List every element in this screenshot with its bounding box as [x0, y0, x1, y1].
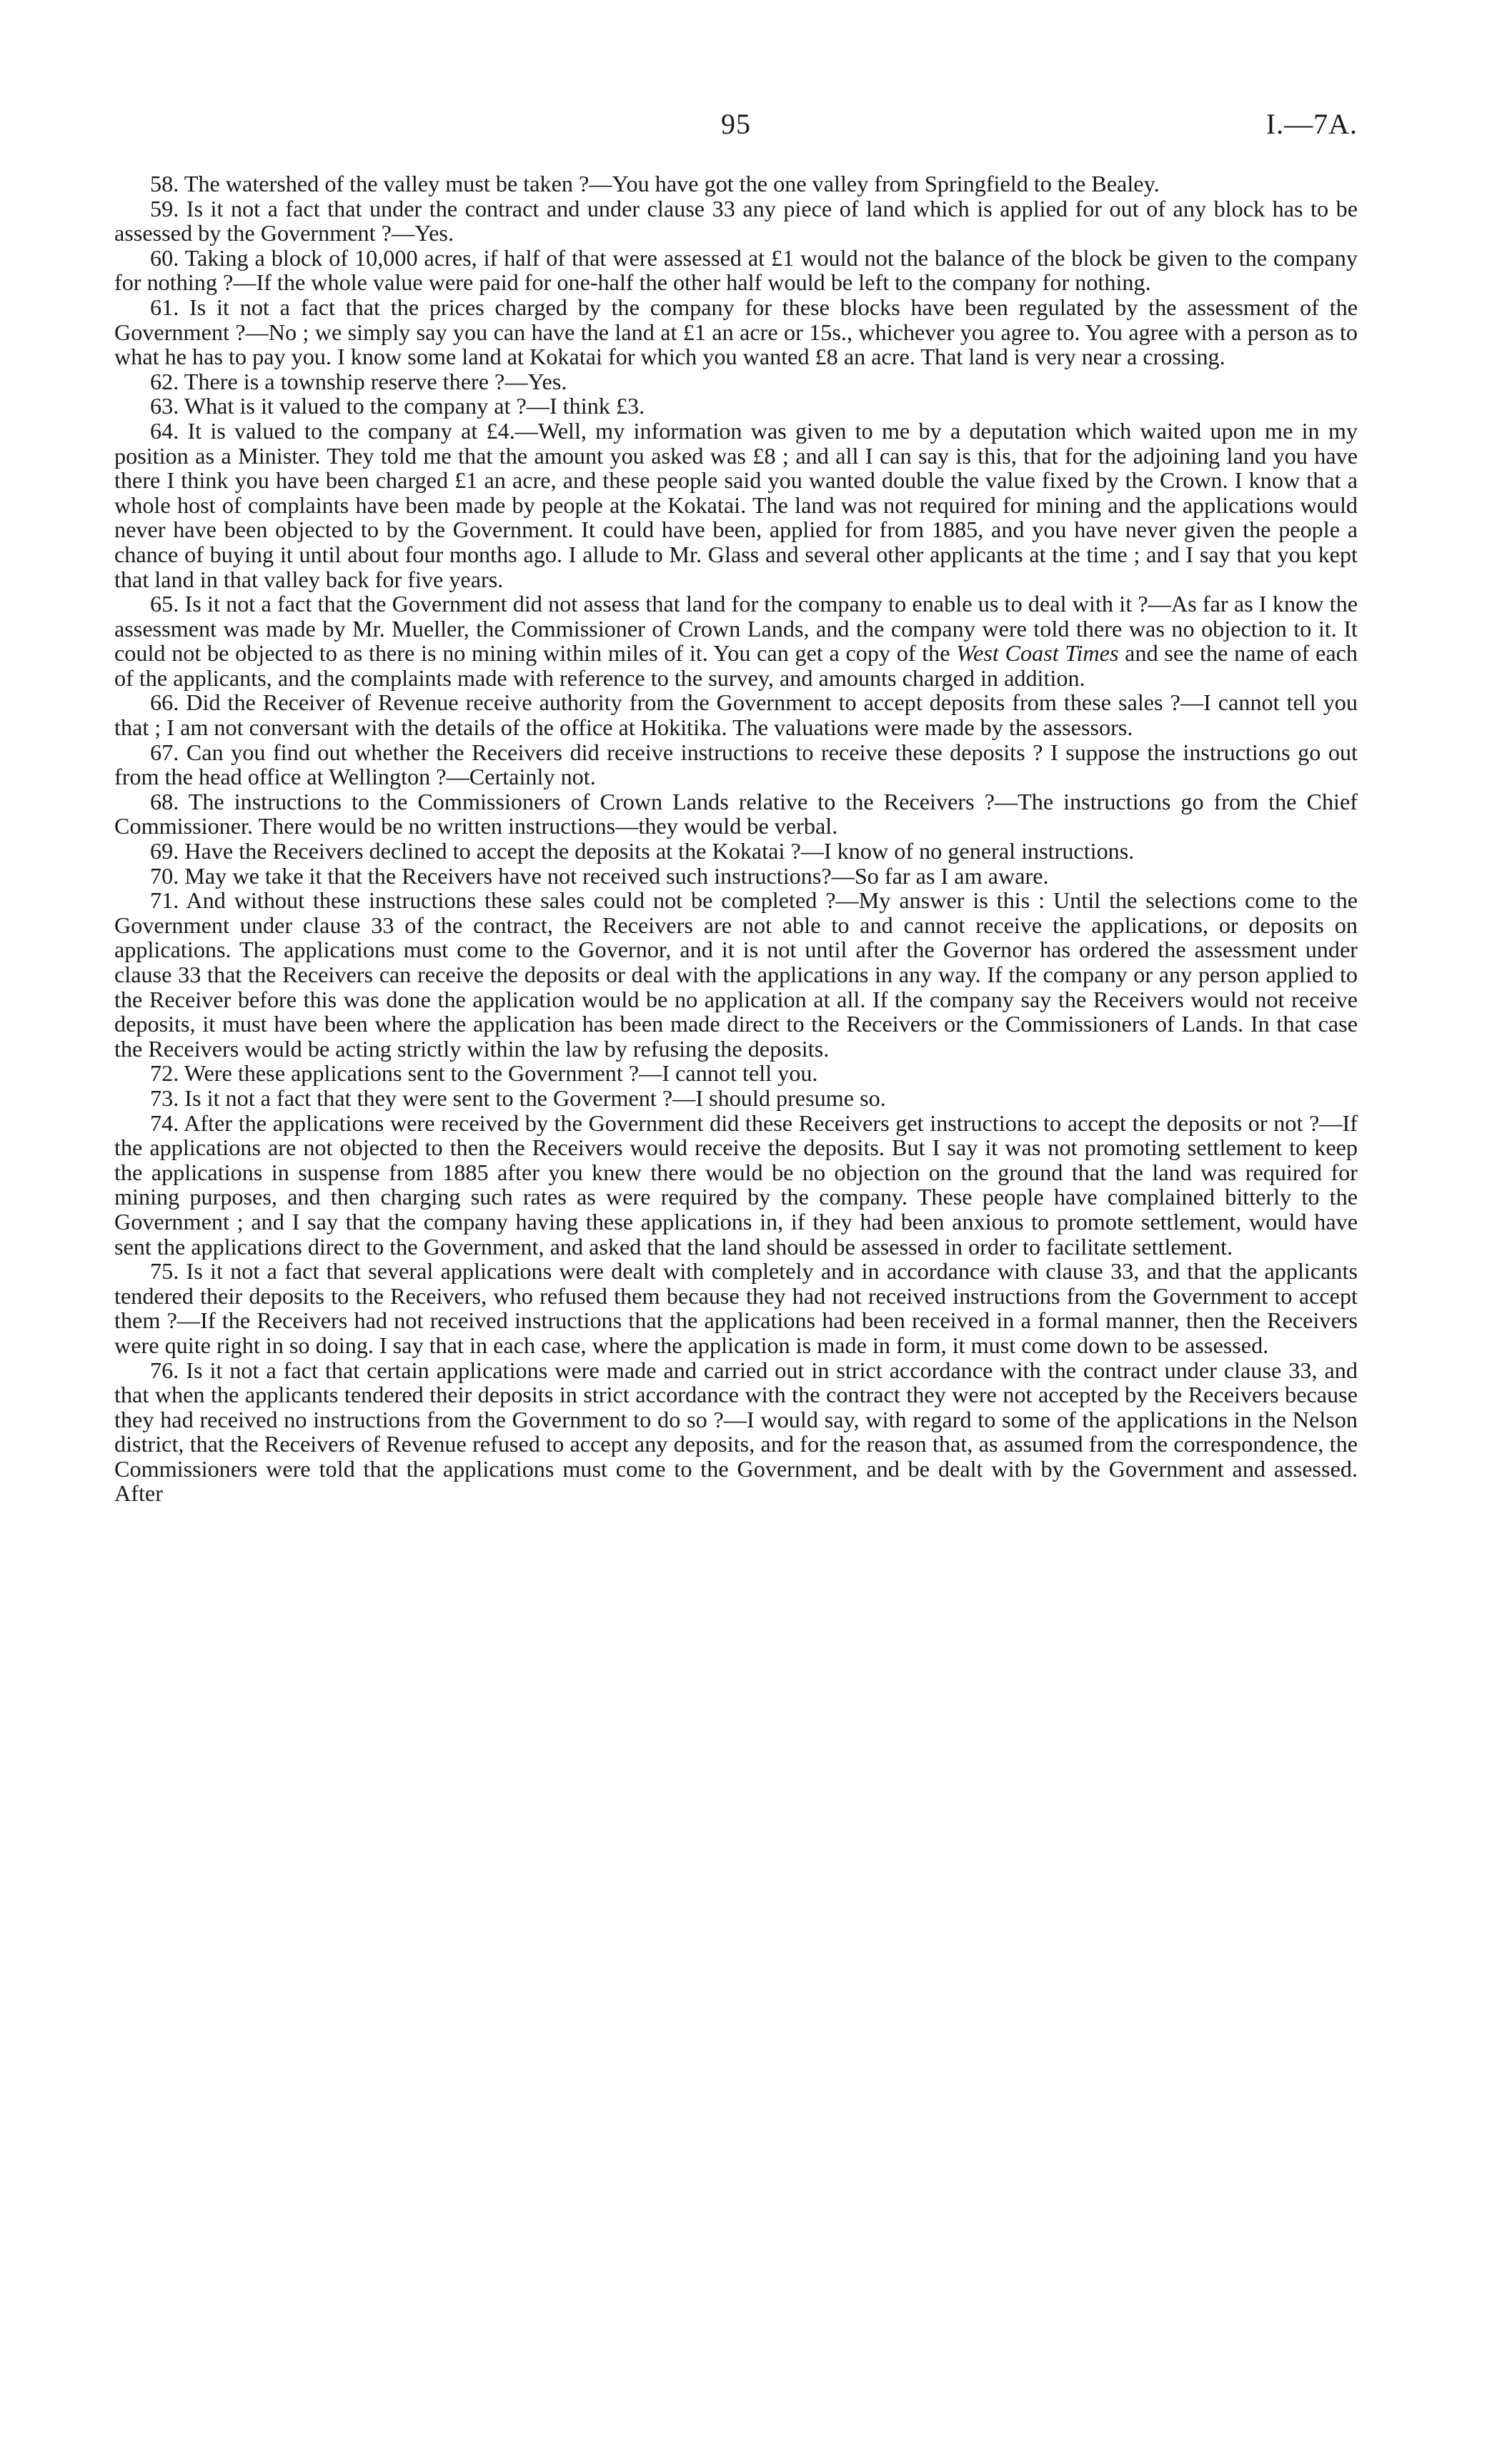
paragraph-q68: 68. The instructions to the Commissioners of Crown Lands relative to the Receivers ?—The instructions go from the Chief Commissioner. There would be no written instructions—they would be verbal. — [114, 788, 1358, 839]
paragraph-q76: 76. Is it not a fact that certain applications were made and carried out in strict accordance with the contract under clause 33, and that when the applicants tendered their deposits in strict accordance with the contract they were not accepted by the Receivers because they had received no instructions from the Government to do so ?—I would say, with regard to some of the applications in the Nelson district, that the Receivers of Revenue refused to accept any deposits, and for the reason that, as assumed from the correspondence, the Commissioners were told that the applications must come to the Government, and be dealt with by the Government and assessed. After — [114, 1357, 1358, 1507]
paragraph-q74: 74. After the applications were received by the Government did these Receivers get instructions to accept the deposits or not ?—If the applications are not objected to then the Receivers would receive the deposits. But I say it was not promoting settlement to keep the applications in suspense from 1885 after you knew there would be no objection on the ground that the land was required for mining purposes, and then charging such rates as were required by the company. These people have complained bitterly to the Government ; and I say that the company having these applications in, if they had been anxious to promote settlement, would have sent the applications direct to the Government, and asked that the land should be assessed in order to facilitate settlement. — [114, 1109, 1358, 1260]
paragraph-q62: 62. There is a township reserve there ?—Yes. — [150, 368, 567, 394]
paragraph-q66: 66. Did the Receiver of Revenue receive authority from the Government to accept deposits from these sales ?—I cannot tell you that ; I am not conversant with the details of the office at Hokitika. The valuations were made by the assessors. — [114, 689, 1358, 741]
paragraph-q75: 75. Is it not a fact that several applications were dealt with completely and in accordance with clause 33, and that the applicants tendered their deposits to the Receivers, who refused them because they had not received instructions from the Government to accept them ?—If the Receivers had not received instructions that the applications had been received in a formal manner, then the Receivers were quite right in so doing. I say that in each case, where the application is made in form, it must come down to be assessed. — [114, 1258, 1358, 1358]
paragraph-q65: 65. Is it not a fact that the Government did not assess that land for the company to enable us to deal with it ?—As far as I know the assessment was made by Mr. Mueller, the Commissioner of Crown Lands, and the company were told there was no objection to it. It could not be objected to as there is no mining within miles of it. You can get a copy of the West Coast Times and see the name of each of the applicants, and the complaints made with reference to the survey, and amounts charged in addition. — [114, 591, 1358, 691]
paragraph-q69: 69. Have the Receivers declined to accept the deposits at the Kokatai ?—I know of no general instructions. — [150, 838, 1135, 864]
paragraph-q63: 63. What is it valued to the company at ?—I think £3. — [150, 393, 645, 419]
paragraph-q60: 60. Taking a block of 10,000 acres, if half of that were assessed at £1 would not the balance of the block be given to the company for nothing ?—If the whole value were paid for one-half the other half would be left to the company for nothing. — [114, 244, 1358, 296]
newspaper-title: West Coast Times — [956, 640, 1119, 667]
paragraph-q73: 73. Is it not a fact that they were sent to the Goverment ?—I should presume so. — [150, 1084, 886, 1111]
page-header — [114, 107, 1358, 171]
document-reference: I.—7A. — [1265, 108, 1358, 140]
paragraph-q71: 71. And without these instructions these sales could not be completed ?—My answer is this : Until the selections come to the Government under clause 33 of the contract, the Receivers are not able to and cannot receive the applications, or deposits on applications. The applications must come to the Governor, and it is not until after the Governor has ordered the assessment under clause 33 that the Receivers can receive the deposits or deal with the applications in any way. If the company or any person applied to the Receiver before this was done the application would be no application at all. If the company say the Receivers would not receive deposits, it must have been where the application has been made direct to the Receivers or the Commissioners of Lands. In that case the Receivers would be acting strictly within the law by refusing the deposits. — [114, 887, 1358, 1062]
paragraph-q72: 72. Were these applications sent to the Government ?—I cannot tell you. — [150, 1060, 818, 1087]
paragraph-q70: 70. May we take it that the Receivers have not received such instructions?—So far as I am aware. — [150, 862, 1049, 889]
page-number: 95 — [721, 108, 751, 140]
paragraph-q58: 58. The watershed of the valley must be taken ?—You have got the one valley from Springfield to the Bealey. — [150, 171, 1160, 196]
paragraph-q64: 64. It is valued to the company at £4.—Well, my information was given to me by a deputation which waited upon me in my position as a Minister. They told me that the amount you asked was £8 ; and all I can say is this, that for the adjoining land you have there I think you have been charged £1 an acre, and these people said you wanted double the value fixed by the Crown. I know that a whole host of complaints have been made by people at the Kokatai. The land was not required for mining and the applications would never have been objected to by the Government. It could have been, applied for from 1885, and you have never given the people a chance of buying it until about four months ago. I allude to Mr. Glass and several other applicants at the time ; and I say that you kept that land in that valley back for five years. — [114, 417, 1358, 592]
document-page — [114, 107, 1358, 1506]
paragraph-q59: 59. Is it not a fact that under the contract and under clause 33 any piece of land which is applied for out of any block has to be assessed by the Government ?—Yes. — [114, 195, 1358, 246]
paragraph-q67: 67. Can you find out whether the Receivers did receive instructions to receive these deposits ? I suppose the instructions go out from the head office at Wellington ?—Certainly not. — [114, 739, 1358, 790]
paragraph-q61: 61. Is it not a fact that the prices charged by the company for these blocks have been regulated by the assessment of the Government ?—No ; we simply say you can have the land at £1 an acre or 15s., whichever you agree to. You agree with a person as to what he has to pay you. I know some land at Kokatai for which you wanted £8 an acre. That land is very near a crossing. — [114, 294, 1358, 370]
question-answer-body — [114, 171, 1358, 1506]
